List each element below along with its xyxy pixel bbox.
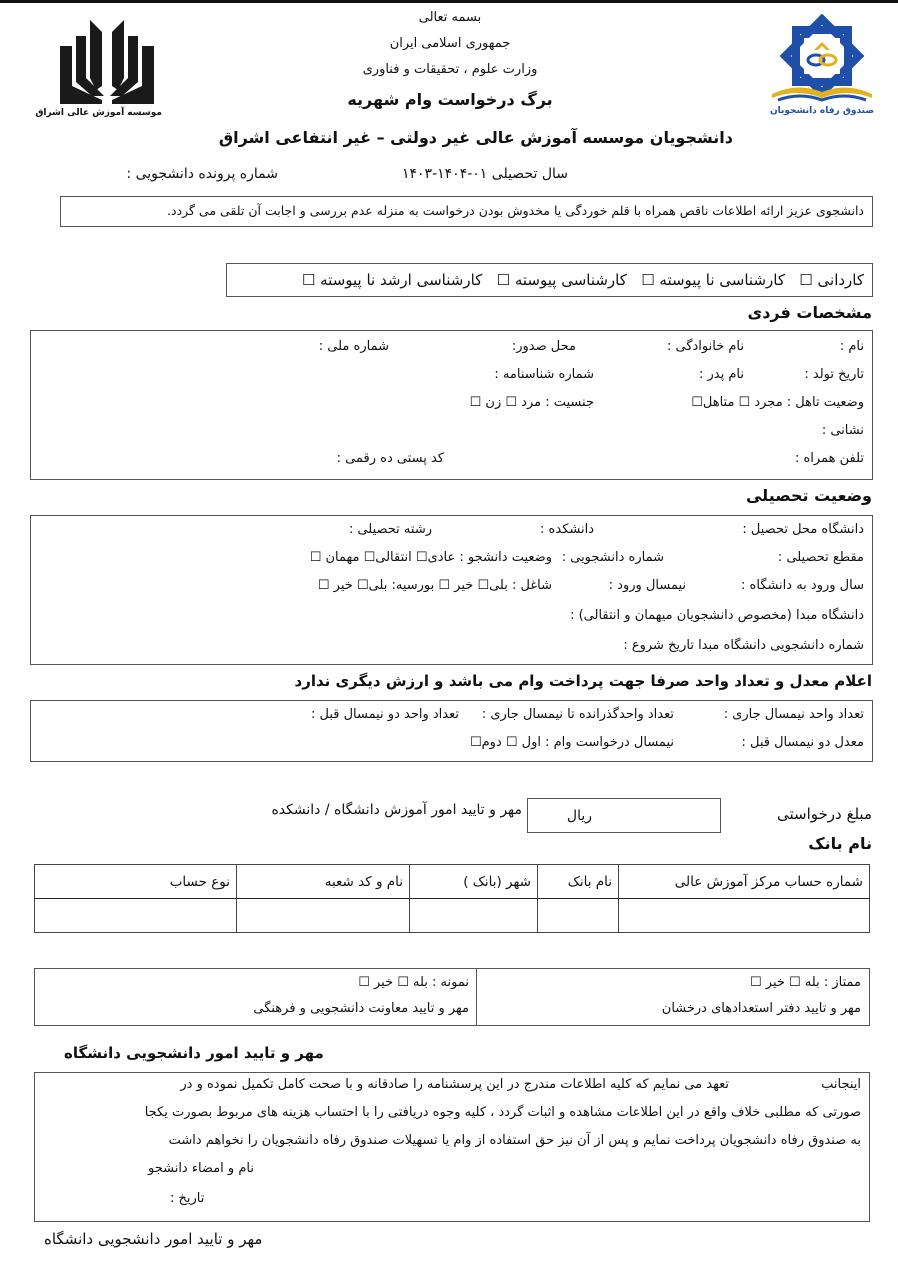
institute-line: دانشجویان موسسه آموزش عالی غیر دولتی – غیر انتفاعی اشراق: [218, 128, 733, 147]
file-number-label: شماره پرونده دانشجویی :: [126, 166, 278, 182]
marital-status-field[interactable]: وضعیت تاهل : مجرد ☐ متاهل☐: [691, 395, 864, 410]
degree-option-bachelor-noncontinuous[interactable]: کارشناسی نا پیوسته ☐: [641, 271, 785, 289]
bank-table-header: [35, 865, 870, 899]
column-branch: نام و کد شعبه: [237, 865, 410, 899]
talent-office-cell: [476, 969, 869, 1025]
address-field[interactable]: نشانی :: [821, 423, 864, 438]
major-field[interactable]: رشته تحصیلی :: [348, 522, 432, 537]
employment-field[interactable]: شاغل : بلی☐ خیر ☐ بورسیه: بلی☐ خیر ☐: [317, 578, 552, 593]
degree-option-master-noncontinuous[interactable]: کارشناسی ارشد نا پیوسته ☐: [301, 271, 483, 289]
bismillah: بسمه تعالی: [418, 10, 482, 25]
column-account-type: نوع حساب: [35, 865, 237, 899]
signature-label: نام و امضاء دانشجو: [148, 1161, 254, 1176]
faculty-field[interactable]: دانشکده :: [540, 522, 594, 537]
date-label: تاریخ :: [170, 1191, 205, 1206]
country-name: جمهوری اسلامی ایران: [389, 36, 511, 51]
welfare-fund-logo: [762, 14, 882, 124]
bank-name-cell[interactable]: [538, 899, 619, 933]
pledge-line-3: به صندوق رفاه دانشجویان پرداخت نمایم و پس از آن نیز حق استفاده از وام یا تسهیلات صندوق رفاه دانشجویان را نخواهم داشت: [168, 1133, 861, 1148]
academic-year: سال تحصیلی ۰۱-۱۴۰۴-۱۴۰۳: [402, 166, 568, 182]
degree-options-box: [226, 263, 873, 297]
talent-office-stamp: مهر و تایید دفتر استعدادهای درخشان: [661, 1001, 861, 1016]
notice-text: دانشجوی عزیز ارائه اطلاعات ناقص همراه با قلم خوردگی یا مخدوش بودن درخواست به منزله عدم بررسی و اجابت آن تلقی می گردد.: [167, 203, 864, 218]
amount-label: مبلغ درخواستی: [777, 805, 872, 823]
pledge-box: [34, 1072, 870, 1222]
entry-year-field[interactable]: سال ورود به دانشگاه :: [741, 578, 864, 593]
family-name-field[interactable]: نام خانوادگی :: [666, 339, 744, 354]
pledge-line-2: صورتی که مطلبی خلاف واقع در این اطلاعات مشاهده و اثبات گردد ، کلیه وجوه دریافتی را با احتساب هزینه های مربوط بصورت یکجا: [144, 1105, 861, 1120]
bank-table-row: [35, 899, 870, 933]
exemplary-field[interactable]: نمونه : بله ☐ خیر ☐: [358, 975, 469, 990]
faculty-stamp-label: مهر و تایید امور آموزش دانشگاه / دانشکده: [271, 802, 522, 818]
pledge-line-1: تعهد می نمایم که کلیه اطلاعات مندرج در این پرسشنامه را صادقانه و با صحت کامل تکمیل نموده و در: [180, 1077, 729, 1092]
top-border: [0, 0, 898, 3]
university-field[interactable]: دانشگاه محل تحصیل :: [742, 522, 864, 537]
form-title: برگ درخواست وام شهریه: [347, 90, 553, 109]
institute-logo-text: موسسه آموزش عالی اشراق: [35, 108, 162, 118]
excellent-field[interactable]: ممتاز : بله ☐ خیر ☐: [749, 975, 861, 990]
pledge-start: اینجانب: [821, 1077, 861, 1092]
branch-cell[interactable]: [237, 899, 410, 933]
loan-semester-field[interactable]: نیمسال درخواست وام : اول ☐ دوم☐: [469, 735, 674, 750]
amount-input[interactable]: [527, 798, 721, 833]
postal-code-field[interactable]: کد پستی ده رقمی :: [336, 451, 444, 466]
institute-logo: [35, 16, 162, 134]
personal-info-box: [30, 330, 873, 480]
current-units-field[interactable]: تعداد واحد نیمسال جاری :: [723, 707, 864, 722]
welfare-fund-logo-text: صندوق رفاه دانشجویان: [769, 106, 875, 116]
personal-section-title: مشخصات فردی: [747, 303, 872, 322]
notice-box: [60, 196, 873, 227]
column-account-number: شماره حساب مرکز آموزش عالی: [619, 865, 870, 899]
bank-table: [34, 864, 870, 933]
account-number-cell[interactable]: [619, 899, 870, 933]
national-id-field[interactable]: شماره ملی :: [318, 339, 389, 354]
account-type-cell[interactable]: [35, 899, 237, 933]
student-affairs-title: مهر و تایید امور دانشجویی دانشگاه: [64, 1044, 324, 1062]
entry-semester-field[interactable]: نیمسال ورود :: [608, 578, 686, 593]
passed-units-field[interactable]: تعداد واحدگذرانده تا نیمسال جاری :: [481, 707, 674, 722]
education-section-title: وضعیت تحصیلی: [745, 486, 872, 505]
student-number-field[interactable]: شماره دانشجویی :: [561, 550, 664, 565]
prev-units-field[interactable]: تعداد واحد دو نیمسال قبل :: [310, 707, 459, 722]
footer-stamp: مهر و تایید امور دانشجویی دانشگاه: [44, 1230, 263, 1248]
approvals-box: [34, 968, 870, 1026]
birth-date-field[interactable]: تاریخ تولد :: [804, 367, 864, 382]
prev-gpa-field[interactable]: معدل دو نیمسال قبل :: [741, 735, 864, 750]
id-number-field[interactable]: شماره شناسنامه :: [494, 367, 594, 382]
issue-place-field[interactable]: محل صدور:: [511, 339, 576, 354]
welfare-star-icon: [762, 14, 882, 106]
origin-student-number-field[interactable]: شماره دانشجویی دانشگاه مبدا تاریخ شروع :: [623, 638, 864, 653]
gender-field[interactable]: جنسیت : مرد ☐ زن ☐: [469, 395, 594, 410]
grades-section-title: اعلام معدل و تعداد واحد صرفا جهت پرداخت وام می باشد و ارزش دیگری ندارد: [294, 672, 872, 690]
book-rays-icon: [52, 16, 162, 106]
grades-box: [30, 700, 873, 762]
origin-university-field[interactable]: دانشگاه مبدا (مخصوص دانشجویان میهمان و انتقالی) :: [570, 608, 864, 623]
degree-option-associate[interactable]: کاردانی ☐: [799, 271, 864, 289]
degree-option-bachelor-continuous[interactable]: کارشناسی پیوسته ☐: [496, 271, 627, 289]
name-field[interactable]: نام :: [839, 339, 864, 354]
student-status-field[interactable]: وضعیت دانشجو : عادی☐ انتقالی☐ مهمان ☐: [309, 550, 552, 565]
education-info-box: [30, 515, 873, 665]
bank-section-title: نام بانک: [808, 834, 872, 853]
father-name-field[interactable]: نام پدر :: [699, 367, 744, 382]
mobile-field[interactable]: تلفن همراه :: [794, 451, 864, 466]
level-field[interactable]: مقطع تحصیلی :: [777, 550, 864, 565]
column-bank-name: نام بانک: [538, 865, 619, 899]
currency-label: ریال: [566, 808, 592, 824]
column-bank-city: شهر (بانک ): [410, 865, 538, 899]
bank-city-cell[interactable]: [410, 899, 538, 933]
deputy-stamp: مهر و تایید معاونت دانشجویی و فرهنگی: [253, 1001, 469, 1016]
ministry-name: وزارت علوم ، تحقیقات و فناوری: [362, 62, 538, 77]
degree-options: [302, 271, 864, 289]
